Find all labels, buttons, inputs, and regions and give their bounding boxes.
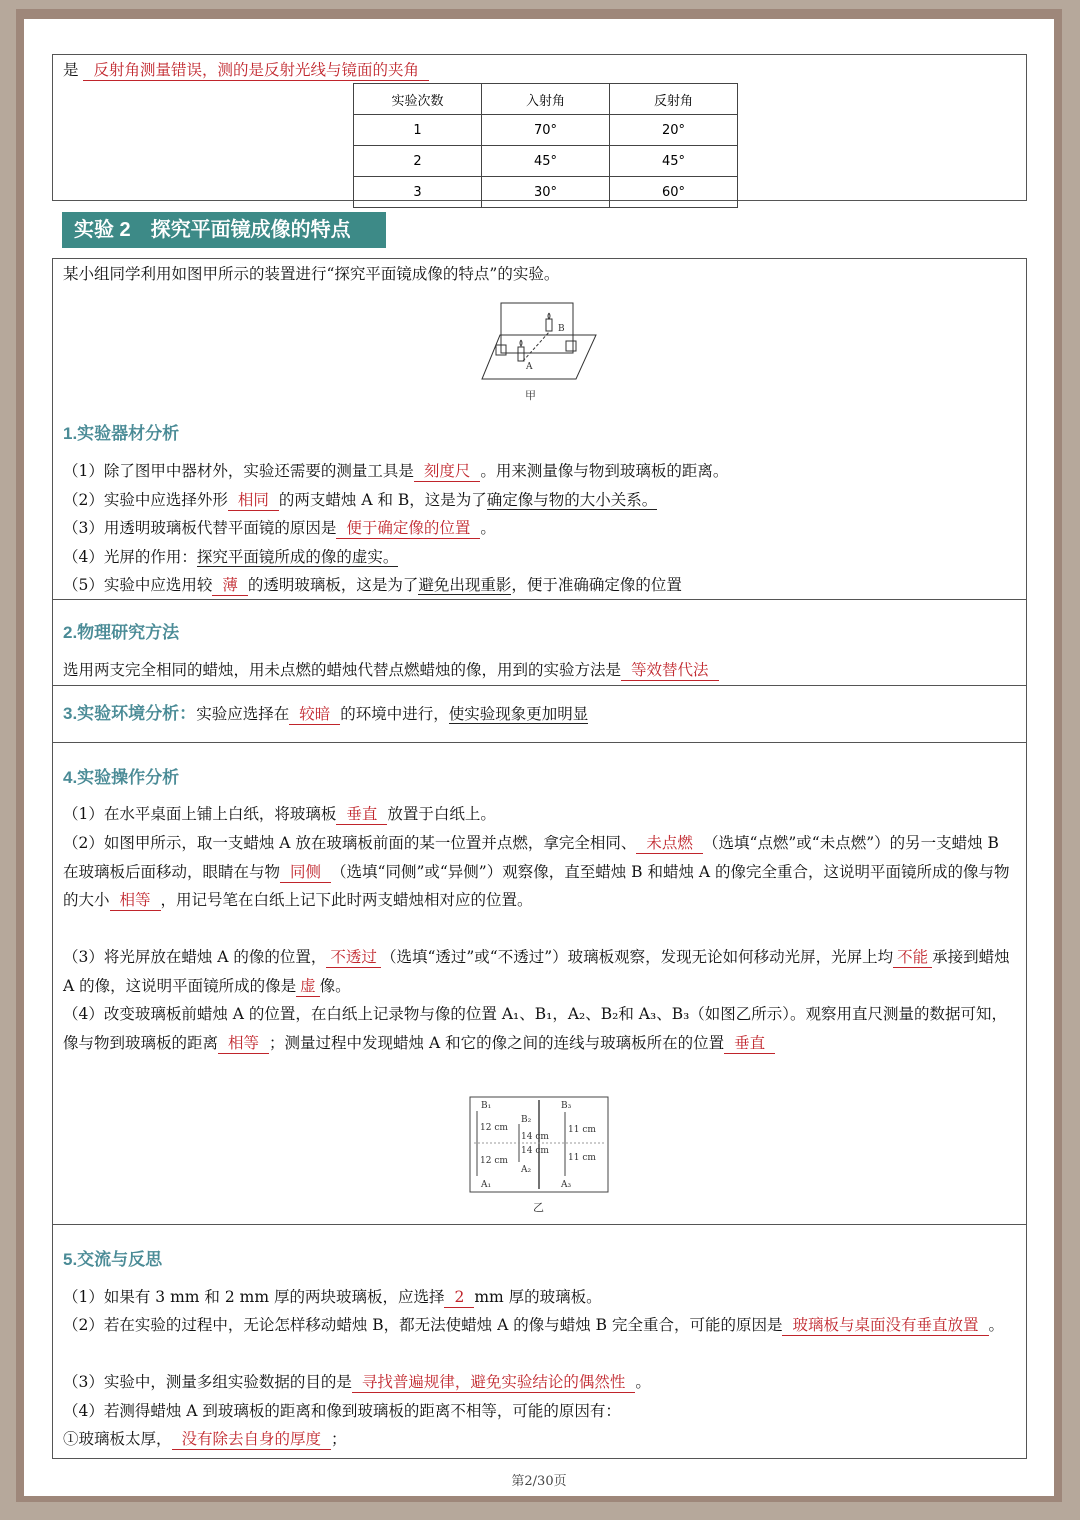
- s5-q2-text-b: 。: [988, 1316, 1005, 1334]
- answer-not-perpendicular: 玻璃板与桌面没有垂直放置: [782, 1315, 988, 1336]
- answer-reflection-error: 反射角测量错误，测的是反射光线与镜面的夹角: [83, 60, 429, 81]
- label-a1: A₁: [481, 1180, 492, 1190]
- answer-darker: 较暗: [289, 704, 340, 725]
- figure-jia: [478, 295, 603, 395]
- s1-line-3: [63, 517, 1016, 539]
- s5-q4-text: （4）若测得蜡烛 A 到玻璃板的距离和像到玻璃板的距离不相等，可能的原因有：: [63, 1402, 621, 1420]
- s4-p1-text-b: 放置于白纸上。: [387, 805, 496, 823]
- s5-q5-text: ①玻璃板太厚，: [63, 1430, 172, 1448]
- table-cell: 60°: [610, 177, 738, 208]
- intro-text: 某小组同学利用如图甲所示的装置进行“探究平面镜成像的特点”的实验。: [63, 265, 560, 283]
- s4-para-1: [63, 800, 1018, 829]
- answer-thin: 薄: [212, 575, 248, 596]
- s1-l3-text-b: 。: [480, 519, 496, 537]
- s5-q5-text-b: ；: [331, 1430, 347, 1448]
- s1-l5-underlined: 避免出现重影: [418, 576, 512, 594]
- answer-equivalent-substitution: 等效替代法: [621, 660, 719, 681]
- table-header-cell: 实验次数: [354, 84, 482, 115]
- s5-q2-text: （2）若在实验的过程中，无论怎样移动蜡烛 B，都无法使蜡烛 A 的像与蜡烛 B 完全重合，可能的原因是: [63, 1316, 783, 1334]
- document-page: [24, 19, 1054, 1496]
- table-row: [354, 146, 738, 177]
- s4-p4-text: （4）改变玻璃板前蜡烛 A 的位置，在白纸上记录物与像的位置 A₁、B₁，A₂、B₂和 A₃、B₃（如图乙所示）。观察用直尺测量的数据可知，像与物到玻璃板的距离: [63, 1005, 1008, 1052]
- s4-p3-text-d: 像。: [319, 976, 351, 995]
- top-answer-line: [63, 59, 1016, 81]
- page-number: 第2/30页: [511, 1474, 567, 1489]
- answer-universal-law: 寻找普遍规律，避免实验结论的偶然性: [352, 1372, 636, 1393]
- table-cell: 2: [354, 146, 482, 177]
- s1-l5-text-b: 的透明玻璃板，这是为了: [247, 576, 419, 594]
- answer-unlit: 未点燃: [636, 833, 703, 854]
- section-4-heading: 4.实验操作分析: [63, 768, 180, 787]
- table-cell: 20°: [610, 115, 738, 146]
- dist-a2: 14 cm: [521, 1146, 549, 1156]
- s1-l4-text: （4）光屏的作用：: [63, 548, 197, 566]
- section-5-box: [52, 1224, 1027, 1459]
- s5-q1-text-b: mm 厚的玻璃板。: [474, 1288, 602, 1306]
- answer-same-side: 同侧: [280, 862, 331, 883]
- label-a2: A₂: [521, 1165, 532, 1175]
- s1-line-2: [63, 489, 1016, 511]
- s1-l1-text-b: 。用来测量像与物到玻璃板的距离。: [480, 462, 729, 480]
- table-header-cell: 反射角: [610, 84, 738, 115]
- s5-q3-text: （3）实验中，测量多组实验数据的目的是: [63, 1373, 352, 1391]
- dist-b3: 11 cm: [568, 1125, 596, 1135]
- section-3-box: [52, 685, 1027, 743]
- answer-equal-distance: 相等: [218, 1033, 269, 1054]
- s1-l2-text: （2）实验中应选择外形: [63, 491, 228, 509]
- section-4-box: [52, 742, 1027, 1225]
- figure-yi-caption: 乙: [533, 1201, 544, 1214]
- s4-para-4: [63, 1000, 1018, 1057]
- dist-b2: 14 cm: [521, 1132, 549, 1142]
- answer-ruler: 刻度尺: [414, 461, 481, 482]
- section-1-heading: 1.实验器材分析: [63, 424, 180, 443]
- s5-q3-text-b: 。: [635, 1373, 651, 1391]
- s4-para-2: [63, 829, 1018, 915]
- section-5-heading: 5.交流与反思: [63, 1250, 163, 1269]
- s3-line: [63, 703, 1016, 725]
- s4-p1-text: （1）在水平桌面上铺上白纸，将玻璃板: [63, 805, 337, 823]
- table-cell: 3: [354, 177, 482, 208]
- s5-line-1: [63, 1286, 1016, 1308]
- label-a: A: [526, 362, 533, 372]
- s4-p4-text-b: ；测量过程中发现蜡烛 A 和它的像之间的连线与玻璃板所在的位置: [269, 1033, 725, 1052]
- table-header-row: [354, 84, 738, 115]
- s3-text: 实验应选择在: [196, 705, 290, 723]
- s4-p2-text: （2）如图甲所示，取一支蜡烛 A 放在玻璃板前面的某一位置并点燃，拿完全相同、: [63, 834, 637, 852]
- section-2-heading: 2.物理研究方法: [63, 623, 180, 642]
- answer-perpendicular: 垂直: [724, 1033, 775, 1054]
- s1-l2-underlined: 确定像与物的大小关系。: [486, 491, 658, 509]
- figure-jia-caption: 甲: [525, 389, 536, 402]
- table-cell: 45°: [482, 146, 610, 177]
- table-row: [354, 177, 738, 208]
- s1-l2-text-b: 的两支蜡烛 A 和 B，这是为了: [278, 491, 487, 509]
- s4-p3-text-c: 承接到蜡烛 A 的像，这说明平面镜所成的像是: [63, 948, 1010, 995]
- table-header-cell: 入射角: [482, 84, 610, 115]
- prefix-text: 是: [63, 61, 79, 79]
- table-cell: 30°: [482, 177, 610, 208]
- s5-line-4: [63, 1400, 1016, 1422]
- s2-line: [63, 659, 1016, 681]
- s5-line-3: [63, 1371, 1016, 1393]
- dist-a1: 12 cm: [480, 1156, 508, 1166]
- answer-not-through: 不透过: [326, 947, 381, 968]
- section-3-heading: 3.实验环境分析：: [63, 704, 197, 723]
- dist-a3: 11 cm: [568, 1153, 596, 1163]
- answer-cannot: 不能: [893, 947, 932, 968]
- label-a3: A₃: [561, 1180, 572, 1190]
- s4-p2-text-d: ，用记号笔在白纸上记下此时两支蜡烛相对应的位置。: [160, 891, 533, 909]
- s4-p2-text-c: （选填“同侧”或“异侧”）观察像，直至蜡烛 B 和蜡烛 A 的像完全重合，这说明平面镜所成的像与物的大小: [63, 862, 1010, 909]
- table-cell: 1: [354, 115, 482, 146]
- answer-virtual: 虚: [296, 976, 320, 997]
- s5-q1-text: （1）如果有 3 mm 和 2 mm 厚的两块玻璃板，应选择: [63, 1288, 445, 1306]
- answer-equal-size: 相等: [110, 890, 161, 911]
- s2-text: 选用两支完全相同的蜡烛，用未点燃的蜡烛代替点燃蜡烛的像，用到的实验方法是: [63, 661, 622, 679]
- answer-same-shape: 相同: [228, 490, 279, 511]
- section-1-box: [52, 258, 1027, 600]
- label-b2: B₂: [521, 1115, 532, 1125]
- table-cell: 70°: [482, 115, 610, 146]
- figure-yi: [469, 1096, 609, 1194]
- s4-para-3: [63, 943, 1018, 1000]
- s1-line-1: [63, 460, 1016, 482]
- label-b: B: [558, 324, 565, 334]
- s3-text-b: 的环境中进行，: [340, 705, 449, 723]
- s1-l5-text: （5）实验中应选用较: [63, 576, 213, 594]
- s1-line-5: [63, 574, 1016, 596]
- s4-p3-text-b: （选填“透过”或“不透过”）玻璃板观察，发现无论如何移动光屏，光屏上均: [380, 948, 894, 966]
- section-2-box: [52, 599, 1027, 686]
- s1-l1-text: （1）除了图甲中器材外，实验还需要的测量工具是: [63, 462, 414, 480]
- s1-line-4: [63, 546, 1016, 568]
- answer-2mm: 2: [444, 1287, 474, 1308]
- table-cell: 45°: [610, 146, 738, 177]
- answer-vertical: 垂直: [336, 804, 387, 825]
- s4-p2-text-b: （选填“点燃”或“未点燃”）的另一支蜡烛 B 在玻璃板后面移动，眼睛在与物: [63, 834, 999, 881]
- label-b3: B₃: [561, 1101, 572, 1111]
- s3-underlined: 使实验现象更加明显: [448, 705, 589, 723]
- answer-image-position: 便于确定像的位置: [336, 518, 480, 539]
- s1-l3-text: （3）用透明玻璃板代替平面镜的原因是: [63, 519, 337, 537]
- s1-l5-text-d: ，便于准确确定像的位置: [511, 576, 682, 594]
- table-row: [354, 115, 738, 146]
- s4-p3-text: （3）将光屏放在蜡烛 A 的像的位置，: [63, 948, 327, 966]
- s1-l4-underlined: 探究平面镜所成的像的虚实。: [196, 548, 399, 566]
- answer-thickness: 没有除去自身的厚度: [172, 1429, 332, 1450]
- top-answer-box: [52, 54, 1027, 201]
- experiment-banner: 实验 2 探究平面镜成像的特点: [62, 212, 386, 248]
- s5-para-2: [63, 1311, 1018, 1340]
- label-b1: B₁: [481, 1101, 492, 1111]
- data-table: [353, 83, 738, 208]
- s5-line-5: [63, 1428, 1016, 1450]
- dist-b1: 12 cm: [480, 1123, 508, 1133]
